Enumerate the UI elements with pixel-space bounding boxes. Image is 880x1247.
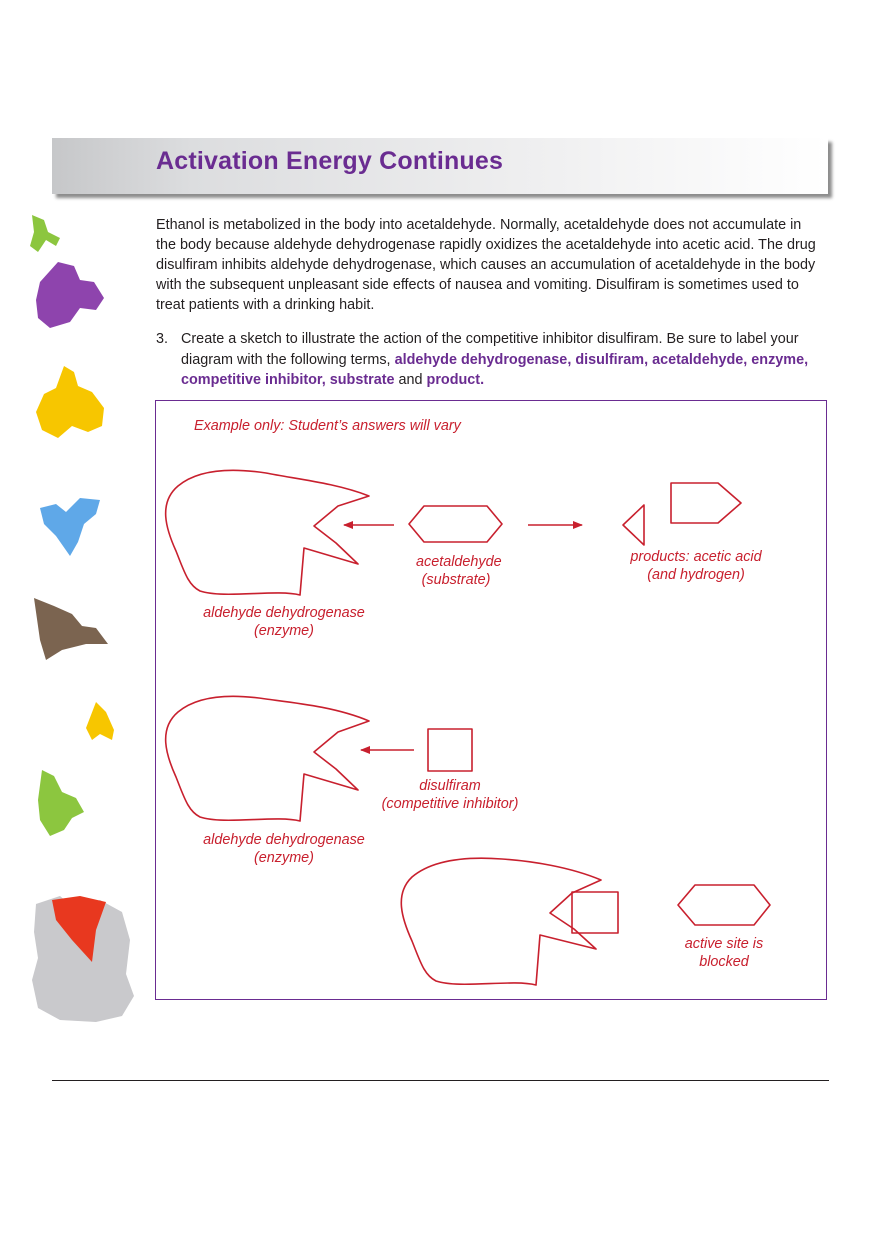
gray-puzzle-piece-icon xyxy=(32,896,134,1022)
inhibitor-in-site xyxy=(572,892,618,933)
question-and: and xyxy=(394,372,427,388)
yellow-puzzle-piece-icon xyxy=(36,366,104,438)
enzyme-label-2: aldehyde dehydrogenase (enzyme) xyxy=(203,832,365,866)
footer-rule xyxy=(52,1080,829,1081)
brown-puzzle-piece-icon xyxy=(34,598,108,660)
inhibitor-square xyxy=(428,729,472,771)
purple-puzzle-piece-icon xyxy=(36,262,104,328)
page-title: Activation Energy Continues xyxy=(156,147,504,175)
enzyme-label-1: aldehyde dehydrogenase (enzyme) xyxy=(203,605,365,639)
enzyme-shape-1 xyxy=(166,470,369,595)
products-label: products: acetic acid (and hydrogen) xyxy=(630,549,762,583)
question-number: 3. xyxy=(156,331,169,347)
blocked-label: active site is blocked xyxy=(684,936,764,970)
intro-paragraph: Ethanol is metabolized in the body into acetaldehyde. Normally, acetaldehyde does not accumulate in the body because aldehyde dehydrogenase rapidly oxidizes the acetaldehyde into acetic acid. The drug disulfiram inhibits aldehyde dehydrogenase, which causes an accumulation of acetaldehyde in the body with the subsequent unpleasant side effects of nausea and vomiting. Disulfiram is sometimes used to treat patients with a drinking habit. xyxy=(156,217,816,313)
term-enzyme: enzyme xyxy=(751,351,805,368)
question-3 xyxy=(156,329,821,391)
question-text: Create a sketch to illustrate the action of the competitive inhibitor disulfiram. Be sure to label your diagram with the following terms, xyxy=(181,331,799,368)
enzyme-shape-2 xyxy=(166,696,369,821)
term-product: product xyxy=(426,372,481,388)
term-aldehyde-dehydrogenase: aldehyde dehydrogenase xyxy=(394,351,568,368)
example-note: Example only: Student’s answers will vary xyxy=(194,418,461,434)
green-puzzle-piece-icon xyxy=(30,215,60,252)
enzyme-shape-3 xyxy=(401,858,601,985)
answer-diagram xyxy=(155,400,827,1000)
question-body: Create a sketch to illustrate the action of the competitive inhibitor disulfiram. Be sure to label your diagram with the following terms, aldehyde dehydrogenase, disulfiram, acetaldehyde, enzyme, competitive inhibitor, substrate and product. xyxy=(181,331,809,388)
inhibitor-label: disulfiram (competitive inhibitor) xyxy=(381,778,519,812)
substrate-hexagon xyxy=(409,506,502,542)
term-disulfiram: disulfiram xyxy=(575,351,645,368)
free-substrate-hexagon xyxy=(678,885,770,925)
term-substrate: substrate xyxy=(329,372,395,388)
yellow-small-puzzle-piece-icon xyxy=(86,702,114,740)
term-acetaldehyde: acetaldehyde xyxy=(652,351,744,368)
green-small-puzzle-piece-icon xyxy=(38,770,84,836)
substrate-label: acetaldehyde (substrate) xyxy=(416,554,502,588)
blue-puzzle-piece-icon xyxy=(40,498,100,556)
product-triangle xyxy=(623,505,644,545)
diagram-drawing xyxy=(156,401,828,1001)
term-competitive-inhibitor: competitive inhibitor xyxy=(181,372,322,388)
product-pentagon xyxy=(671,483,741,523)
